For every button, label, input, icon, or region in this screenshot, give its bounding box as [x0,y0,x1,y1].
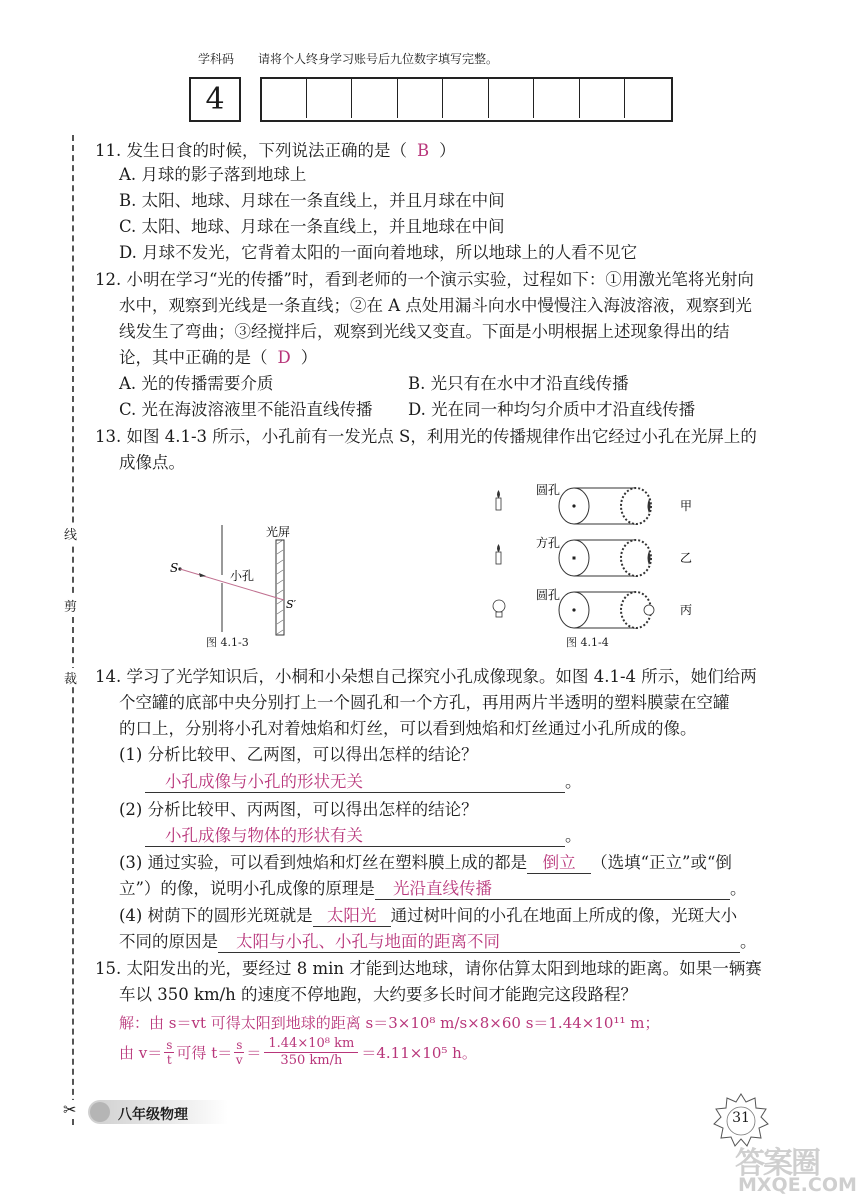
q14-part-1-answer: 小孔成像与小孔的形状无关 [145,772,565,793]
q12-option-a: A. 光的传播需要介质 [119,374,274,393]
q14-part-4-line-2: 不同的原因是 太阳与小孔、小孔与地面的距离不同 。 [119,932,757,951]
flame-icon [497,490,500,498]
q12-option-d: D. 光在同一种均匀介质中才沿直线传播 [408,400,696,419]
q14-part-1-answer-row: 小孔成像与小孔的形状无关 。 [145,772,582,793]
candle-icon [496,498,501,510]
scissors-icon: ✂ [63,1100,77,1119]
digit-cell [351,77,396,118]
figure-4-1-3-caption: 图 4.1-3 [206,636,249,649]
row-yi [496,540,651,576]
light-screen [276,540,284,635]
q13-line-1: 13. 如图 4.1-3 所示，小孔前有一发光点 S，利用光的传播规律作出它经过小孔在光屏上的 [95,427,757,446]
q11-option-a: A. 月球的影子落到地球上 [119,165,307,184]
watermark: 答案圈 [735,1146,819,1181]
margin-line-char: 线 [64,524,77,543]
watermark-url: MXQE.COM [738,1174,857,1196]
q12-line-1: 12. 小明在学习“光的传播”时，看到老师的一个演示实验，过程如下：①用激光笔将光射向 [95,270,754,289]
subject-code-label: 学科码 [198,52,235,66]
q12-answer: D [277,348,291,367]
digit-cell [624,77,669,118]
margin-fold-char: 裁 [64,668,77,687]
q11-stem: 11. 发生日食的时候，下列说法正确的是（ B ） [95,141,456,160]
figure-4-1-4 [486,478,706,638]
instruction-text: 请将个人终身学习账号后九位数字填写完整。 [258,52,499,66]
hole-label-yi: 方孔 [536,536,561,550]
subject-code: 4 [205,82,225,117]
q14-part-3-answer-b: 光沿直线传播 [375,879,730,900]
q12-option-b: B. 光只有在水中才沿直线传播 [408,374,629,393]
q15-solution-line-2: 由 v＝ s t 可得 t＝ s v ＝ 1.44×10⁸ km 350 km/h ＝4.11×10⁵ h。 [119,1036,477,1068]
digit-cell [306,77,351,118]
q11-option-d: D. 月球不发光，它背着太阳的一面向着地球，所以地球上的人看不见它 [119,243,638,262]
screen-label: 光屏 [266,525,291,539]
label-bing: 丙 [680,603,693,617]
bulb-icon [493,600,505,612]
row-jia [496,488,651,524]
hole-label-jia: 圆孔 [536,483,561,497]
q14-part-4-line-1: (4) 树荫下的圆形光斑就是 太阳光 通过树叶间的小孔在地面上所成的像，光斑大小 [119,906,738,925]
q14-part-4-answer-b: 太阳与小孔、小孔与地面的距离不同 [218,932,740,953]
row-bing [493,592,654,628]
can-mouth [621,488,651,524]
q14-part-2-question: (2) 分析比较甲、丙两图，可以得出怎样的结论？ [119,800,478,819]
q11-answer: B [417,141,430,160]
q14-part-3-line-1: (3) 通过实验，可以看到烛焰和灯丝在塑料膜上成的都是 倒立 （选填“正立”或“倒 [119,853,732,872]
digit-cell [442,77,487,118]
cut-line [72,135,74,1125]
q14-part-3-line-2: 立”）的像，说明小孔成像的原理是 光沿直线传播 。 [119,879,747,898]
q11-option-b: B. 太阳、地球、月球在一条直线上，并且月球在中间 [119,191,505,210]
inverted-bulb-image [644,605,654,615]
s-prime-label: S′ [286,598,297,611]
digit-cell [579,77,624,118]
label-jia: 甲 [680,499,693,513]
candle-icon [496,552,501,564]
digit-cell [533,77,578,118]
q12-line-4: 论，其中正确的是（ D ） [119,348,318,367]
q14-part-1-question: (1) 分析比较甲、乙两图，可以得出怎样的结论？ [119,745,478,764]
q12-line-3: 线发生了弯曲；③经搅拌后，观察到光线又变直。下面是小明根据上述现象得出的结 [119,322,730,341]
q14-line-2: 个空罐的底部中央分别打上一个圆孔和一个方孔，再用两片半透明的塑料膜蒙在空罐 [119,693,730,712]
can-mouth [621,540,651,576]
q13-line-2: 成像点。 [119,453,185,472]
q15-solution-line-1: 解：由 s＝vt 可得太阳到地球的距离 s＝3×10⁸ m/s×8×60 s＝1.44×10¹¹ m； [119,1014,660,1032]
q11-option-c: C. 太阳、地球、月球在一条直线上，并且地球在中间 [119,217,505,236]
subject-code-box [189,77,241,122]
page-number: 31 [732,1110,750,1126]
digit-cell [488,77,533,118]
flame-icon [497,544,500,552]
q14-part-3-answer-a: 倒立 [527,853,591,874]
q15-line-2: 车以 350 km/h 的速度不停地跑，大约要多长时间才能跑完这段路程？ [119,985,638,1004]
s-label: S [170,561,179,575]
q14-part-2-answer-row: 小孔成像与物体的形状有关 。 [145,826,582,847]
q14-line-3: 的口上，分别将小孔对着烛焰和灯丝，可以看到烛焰和灯丝通过小孔所成的像。 [119,719,697,738]
figure-4-1-4-caption: 图 4.1-4 [566,636,609,649]
hole-label: 小孔 [230,569,255,583]
label-yi: 乙 [680,551,693,565]
q14-part-4-answer-a: 太阳光 [313,906,391,927]
q15-line-1: 15. 太阳发出的光，要经过 8 min 才能到达地球，请你估算太阳到地球的距离。如果一辆赛 [95,959,762,978]
q14-part-2-answer: 小孔成像与物体的形状有关 [145,826,565,847]
footer-dot-icon [90,1102,110,1122]
footer-book-title: 八年级物理 [118,1107,188,1123]
q12-option-c: C. 光在海波溶液里不能沿直线传播 [119,400,373,419]
digit-cell [397,77,442,118]
hole-label-bing: 圆孔 [536,588,561,602]
q12-line-2: 水中，观察到光线是一条直线；②在 A 点处用漏斗向水中慢慢注入海波溶液，观察到光 [119,296,752,315]
margin-cut-char: 剪 [64,596,77,615]
q14-line-1: 14. 学习了光学知识后，小桐和小朵想自己探究小孔成像现象。如图 4.1-4 所示，她们给两 [95,667,757,686]
